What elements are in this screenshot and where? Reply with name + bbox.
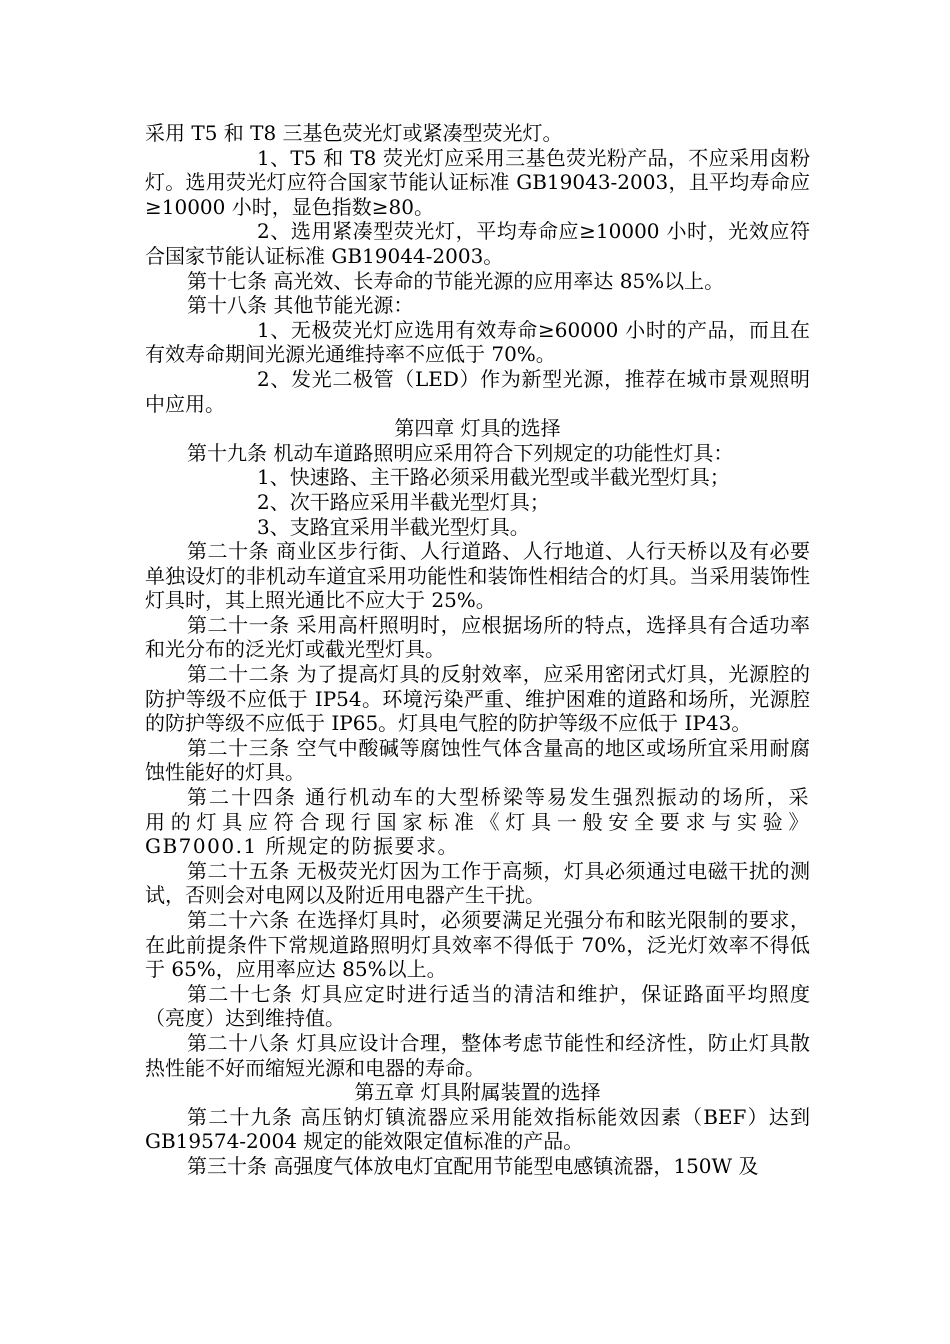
article-23: 第二十三条 空气中酸碱等腐蚀性气体含量高的地区或场所宜采用耐腐蚀性能好的灯具。: [145, 735, 810, 785]
article-19: 第十九条 机动车道路照明应采用符合下列规定的功能性灯具：: [187, 440, 734, 465]
paragraph-1: 采用 T5 和 T8 三基色荧光灯或紧凑型荧光灯。: [145, 121, 563, 145]
article-28: 第二十八条 灯具应设计合理，整体考虑节能性和经济性，防止灯具散热性能不好而缩短光源和电器的寿命。: [145, 1030, 810, 1080]
article-19-item-3: 3、支路宜采用半截光型灯具。: [257, 514, 530, 539]
chapter-5-heading: 第五章 灯具附属装置的选择: [354, 1080, 601, 1105]
article-20: 第二十条 商业区步行街、人行道路、人行地道、人行天桥以及有必要单独设灯的非机动车道宜采用功能性和装饰性相结合的灯具。当采用装饰性灯具时，其上照光通比不应大于 25%。: [145, 539, 810, 613]
article-18: 第十八条 其他节能光源：: [187, 293, 414, 318]
article-19-item-1: 1、快速路、主干路必须采用截光型或半截光型灯具；: [257, 465, 730, 490]
article-19-item-2: 2、次干路应采用半截光型灯具；: [257, 489, 550, 514]
article-29: 第二十九条 高压钠灯镇流器应采用能效指标能效因素（BEF）达到 GB19574-2004 规定的能效限定值标准的产品。: [145, 1104, 810, 1154]
article-27: 第二十七条 灯具应定时进行适当的清洁和维护，保证路面平均照度（亮度）达到维持值。: [145, 981, 810, 1031]
article-30: 第三十条 高强度气体放电灯宜配用节能型电感镇流器，150W 及: [187, 1153, 759, 1178]
document-page: [145, 121, 810, 1179]
article-18-item-2: 2、发光二极管（LED）作为新型光源，推荐在城市景观照明中应用。: [145, 366, 810, 416]
chapter-4-heading: 第四章 灯具的选择: [394, 416, 561, 441]
paragraph-2: 1、T5 和 T8 荧光灯应采用三基色荧光粉产品，不应采用卤粉灯。选用荧光灯应符合国家节能认证标准 GB19043-2003，且平均寿命应≥10000 小时，显色指数≥80。: [145, 145, 810, 219]
article-22: 第二十二条 为了提高灯具的反射效率，应采用密闭式灯具，光源腔的防护等级不应低于 IP54。环境污染严重、维护困难的道路和场所，光源腔的防护等级不应低于 IP65。灯具电气腔的防护等级不应低于 IP43。: [145, 662, 810, 736]
article-17: 第十七条 高光效、长寿命的节能光源的应用率达 85%以上。: [187, 268, 725, 293]
article-26: 第二十六条 在选择灯具时，必须要满足光强分布和眩光限制的要求，在此前提条件下常规道路照明灯具效率不得低于 70%，泛光灯效率不得低于 65%，应用率应达 85%以上。: [145, 908, 810, 982]
paragraph-3: 2、选用紧凑型荧光灯，平均寿命应≥10000 小时，光效应符合国家节能认证标准 GB19044-2003。: [145, 219, 810, 268]
article-18-item-1: 1、无极荧光灯应选用有效寿命≥60000 小时的产品，而且在有效寿命期间光源光通维持率不应低于 70%。: [145, 317, 810, 367]
article-24: 第二十四条 通行机动车的大型桥梁等易发生强烈振动的场所，采用的灯具应符合现行国家标准《灯具一般安全要求与实验》GB7000.1 所规定的防振要求。: [145, 785, 810, 859]
article-21: 第二十一条 采用高杆照明时，应根据场所的特点，选择具有合适功率和光分布的泛光灯或截光型灯具。: [145, 612, 810, 662]
article-25: 第二十五条 无极荧光灯因为工作于高频，灯具必须通过电磁干扰的测试，否则会对电网以及附近用电器产生干扰。: [145, 858, 810, 908]
